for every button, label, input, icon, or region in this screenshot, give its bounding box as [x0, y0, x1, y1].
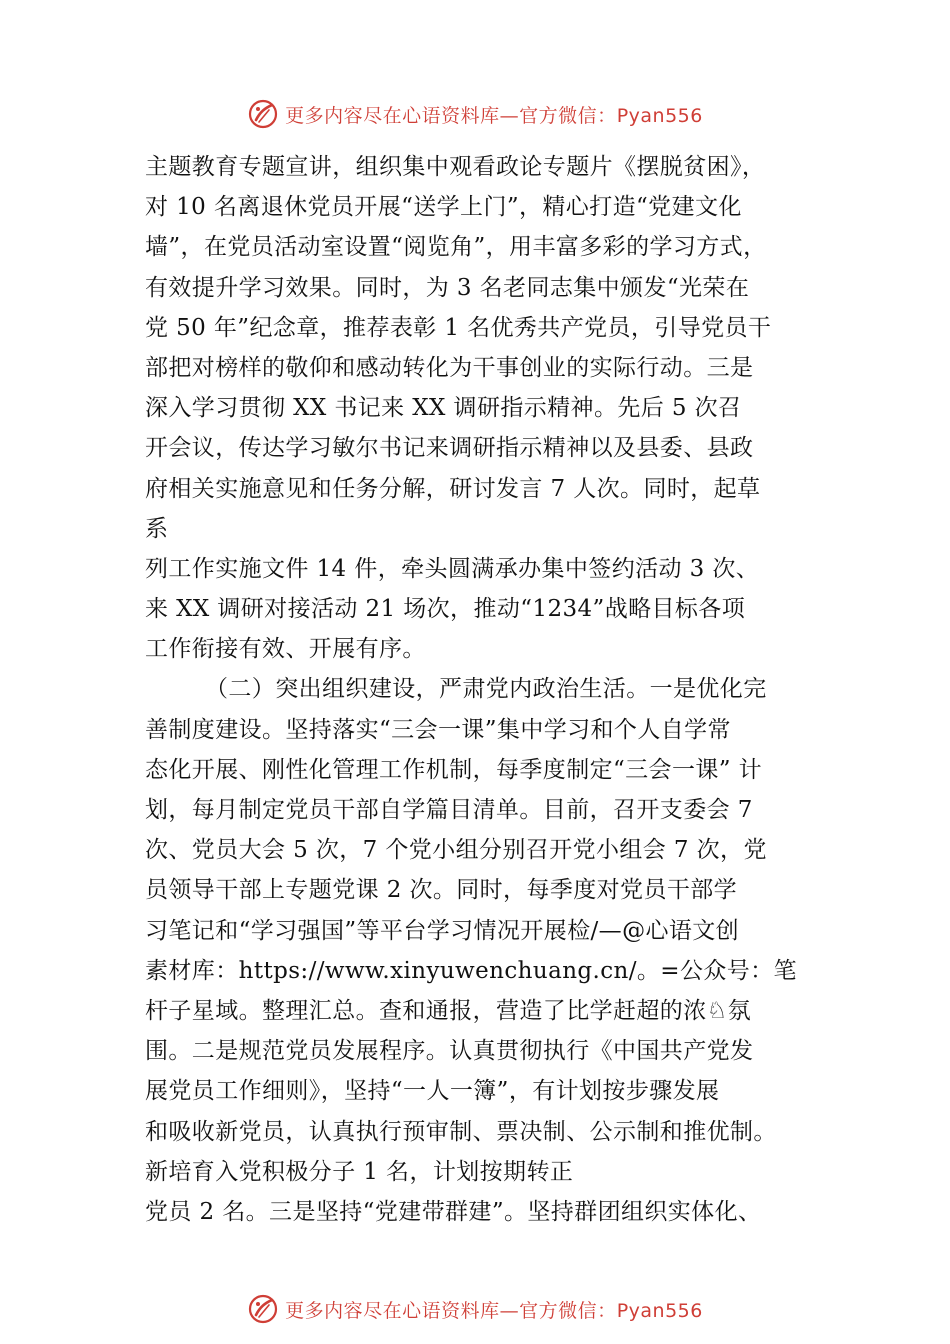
text-line: 对 10 名离退休党员开展“送学上门”，精心打造“党建文化: [145, 194, 742, 221]
text-line: 列工作实施文件 14 件，牵头圆满承办集中签约活动 3 次、: [145, 555, 760, 582]
banner-text: [285, 101, 703, 128]
text-line: 主题教育专题宣讲，组织集中观看政论专题片《摆脱贫困》，: [145, 154, 766, 180]
banner-separator: —: [499, 104, 520, 127]
text-line: 深入学习贯彻 XX 书记来 XX 调研指示精神。先后 5 次召: [145, 395, 742, 422]
text-line: 展党员工作细则》，坚持“一人一簿”，有计划按步骤发展: [145, 1078, 720, 1105]
banner-account: Pyan556: [616, 1299, 703, 1322]
text-line: 部把对榜样的敬仰和感动转化为干事创业的实际行动。三是: [145, 354, 754, 381]
text-line: 系: [145, 515, 169, 542]
text-line: 善制度建设。坚持落实“三会一课”集中学习和个人自学常: [145, 716, 731, 743]
banner-separator: —: [499, 1299, 520, 1322]
text-line: 有效提升学习效果。同时，为 3 名老同志集中颁发“光荣在: [145, 274, 750, 301]
text-line: 围。二是规范党员发展程序。认真贯彻执行《中国共产党发: [145, 1038, 754, 1065]
seal-logo-icon: [247, 98, 279, 130]
banner-suffix: 官方微信：: [519, 1299, 617, 1322]
text-line: 党员 2 名。三是坚持“党建带群建”。坚持群团组织实体化、: [145, 1198, 762, 1225]
text-line: 次、党员大会 5 次，7 个党小组分别召开党小组会 7 次，党: [145, 837, 767, 864]
text-line: 墙”，在党员活动室设置“阅览角”，用丰富多彩的学习方式，: [145, 234, 767, 261]
text-line: 府相关实施意见和任务分解，研讨发言 7 人次。同时，起草: [145, 475, 761, 502]
text-line: 党 50 年”纪念章，推荐表彰 1 名优秀共产党员，引导党员干: [145, 314, 772, 341]
seal-logo-icon: [247, 1293, 279, 1325]
section-heading-line: （二）突出组织建设，严肃党内政治生活。一是优化完: [205, 676, 767, 703]
banner-prefix: 更多内容尽在心语资料库: [285, 104, 500, 127]
text-line: 素材库：https://www.xinyuwenchuang.cn/。=公众号：笔: [145, 957, 797, 984]
banner-account: Pyan556: [616, 104, 703, 127]
header-watermark-banner: [0, 94, 950, 134]
banner-prefix: 更多内容尽在心语资料库: [285, 1299, 500, 1322]
text-line: 工作衔接有效、开展有序。: [145, 636, 426, 663]
text-line: 员领导干部上专题党课 2 次。同时，每季度对党员干部学: [145, 877, 738, 904]
footer-watermark-banner: [0, 1289, 950, 1329]
banner-suffix: 官方微信：: [519, 104, 617, 127]
text-line: 划，每月制定党员干部自学篇目清单。目前，召开支委会 7: [145, 797, 753, 823]
text-line: 来 XX 调研对接活动 21 场次，推动“1234”战略目标各项: [145, 596, 746, 623]
text-line: 新培育入党积极分子 1 名，计划按期转正: [145, 1158, 574, 1185]
text-line: 态化开展、刚性化管理工作机制，每季度制定“三会一课” 计: [145, 756, 763, 783]
text-line: 开会议，传达学习敏尔书记来调研指示精神以及县委、县政: [145, 435, 754, 462]
banner-text: [285, 1296, 703, 1323]
text-line: 和吸收新党员，认真执行预审制、票决制、公示制和推优制。: [145, 1118, 777, 1145]
document-body: [145, 147, 825, 1232]
text-line: 杆子星域。整理汇总。查和通报，营造了比学赶超的浓♘氛: [145, 997, 752, 1024]
text-line: 习笔记和“学习强国”等平台学习情况开展检/—@心语文创: [145, 917, 740, 944]
